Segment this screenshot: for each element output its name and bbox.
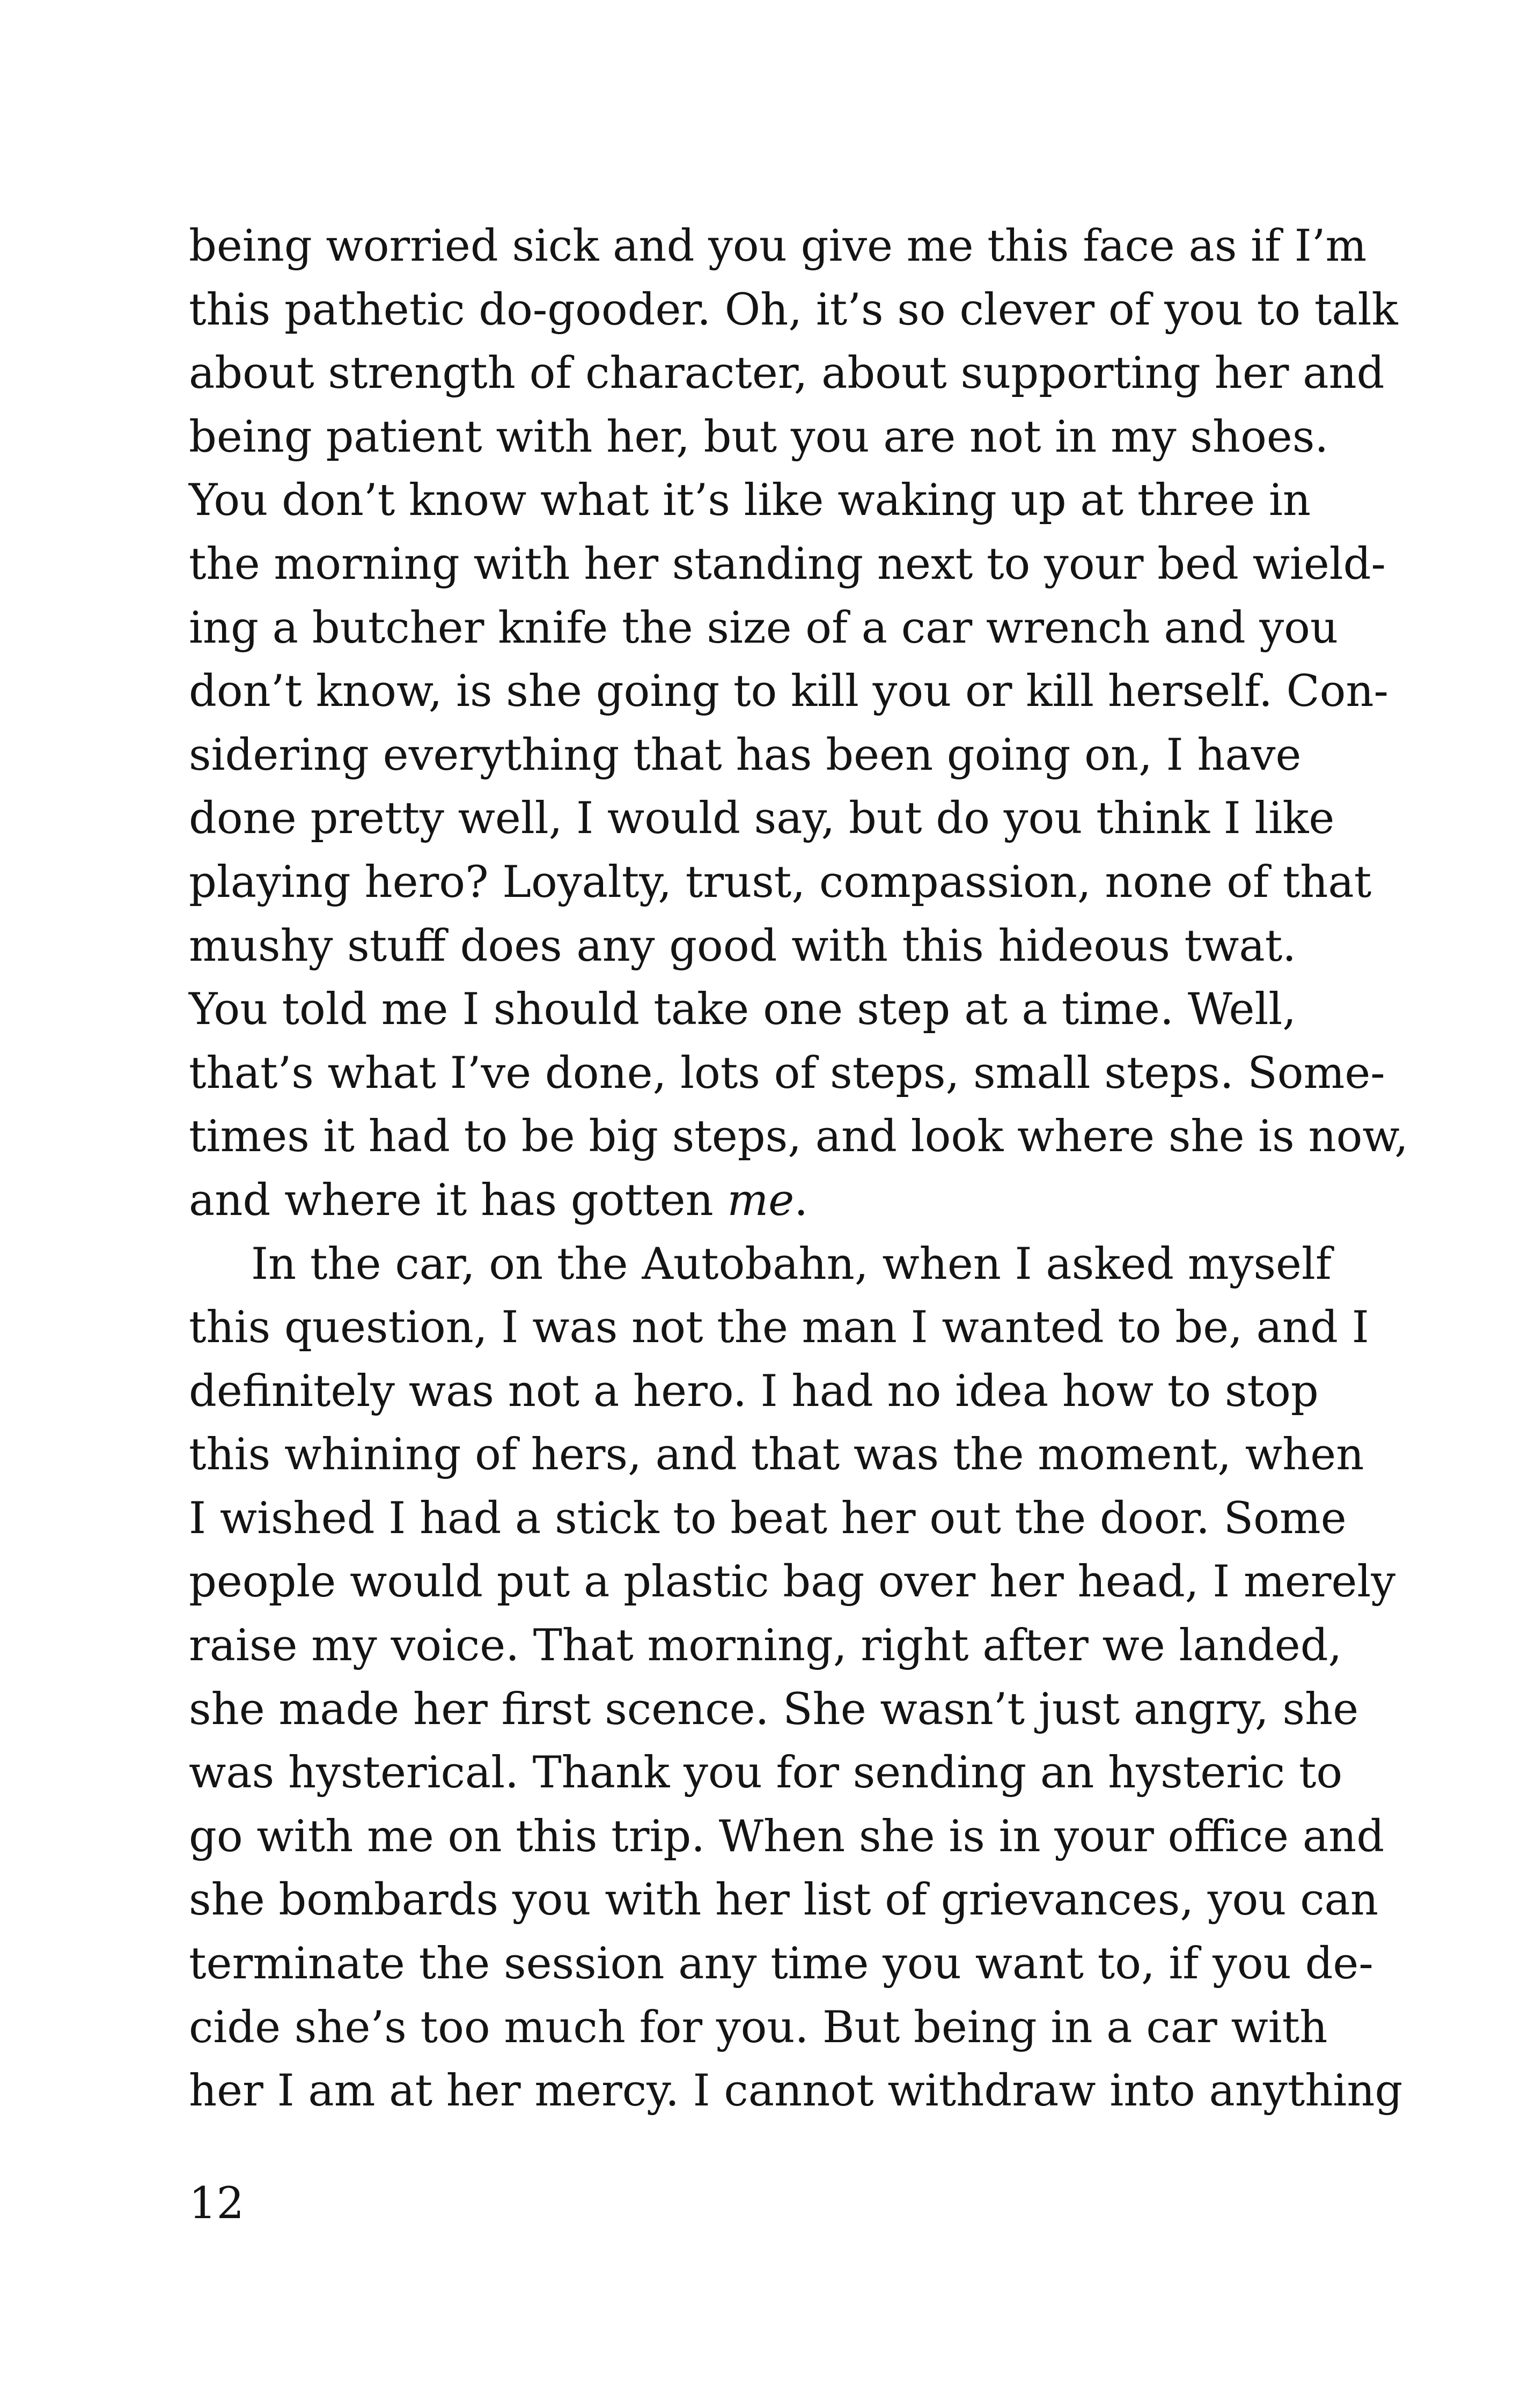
text-line: that’s what I’ve done, lots of steps, small steps. Some- <box>189 1048 1385 1099</box>
text-line: raise my voice. That morning, right after we landed, <box>189 1621 1342 1671</box>
text-line-final <box>189 1169 1296 1233</box>
text-line: definitely was not a hero. I had no idea how to stop <box>189 1366 1319 1417</box>
text-line: don’t know, is she going to kill you or kill herself. Con- <box>189 666 1388 717</box>
text-line: times it had to be big steps, and look where she is now, <box>189 1111 1408 1162</box>
text-line: done pretty well, I would say, but do you think I like <box>189 793 1335 844</box>
text-line: people would put a plastic bag over her head, I merely <box>189 1557 1396 1608</box>
text-line-indented: In the car, on the Autobahn, when I asked myself <box>251 1239 1332 1290</box>
text-line: she made her first scence. She wasn’t just angry, she <box>189 1684 1359 1735</box>
text-line: she bombards you with her list of grievances, you can <box>189 1875 1379 1926</box>
italic-emphasis: me <box>727 1175 795 1226</box>
text-line: terminate the session any time you want to, if you de- <box>189 1939 1373 1990</box>
text-line: the morning with her standing next to your bed wield- <box>189 539 1386 590</box>
body-text <box>189 215 1408 2123</box>
text-line: You told me I should take one step at a time. Well, <box>189 984 1296 1035</box>
page-number: 12 <box>189 2178 245 2229</box>
text-line: cide she’s too much for you. But being in a car with <box>189 2002 1328 2053</box>
text-line: this question, I was not the man I wanted to be, and I <box>189 1302 1369 1353</box>
text-line: being worried sick and you give me this face as if I’m <box>189 221 1367 271</box>
text-line: I wished I had a stick to beat her out the door. Some <box>189 1493 1347 1544</box>
text-line: this pathetic do-gooder. Oh, it’s so clever of you to talk <box>189 284 1398 335</box>
text-fragment: and where it has gotten <box>189 1175 728 1226</box>
text-line: mushy stuff does any good with this hideous twat. <box>189 921 1296 971</box>
text-line: You don’t know what it’s like waking up at three in <box>189 475 1311 526</box>
text-line: ing a butcher knife the size of a car wrench and you <box>189 602 1339 653</box>
text-line: go with me on this trip. When she is in your office and <box>189 1811 1385 1862</box>
text-line: sidering everything that has been going on, I have <box>189 730 1302 780</box>
text-fragment: . <box>794 1175 808 1226</box>
text-line: playing hero? Loyalty, trust, compassion, none of that <box>189 857 1372 908</box>
text-line: being patient with her, but you are not in my shoes. <box>189 411 1329 462</box>
text-line: her I am at her mercy. I cannot withdraw into anything <box>189 2066 1403 2117</box>
text-line: was hysterical. Thank you for sending an hysteric to <box>189 1748 1343 1799</box>
text-line: about strength of character, about supporting her and <box>189 348 1385 399</box>
text-line: this whining of hers, and that was the moment, when <box>189 1430 1364 1481</box>
